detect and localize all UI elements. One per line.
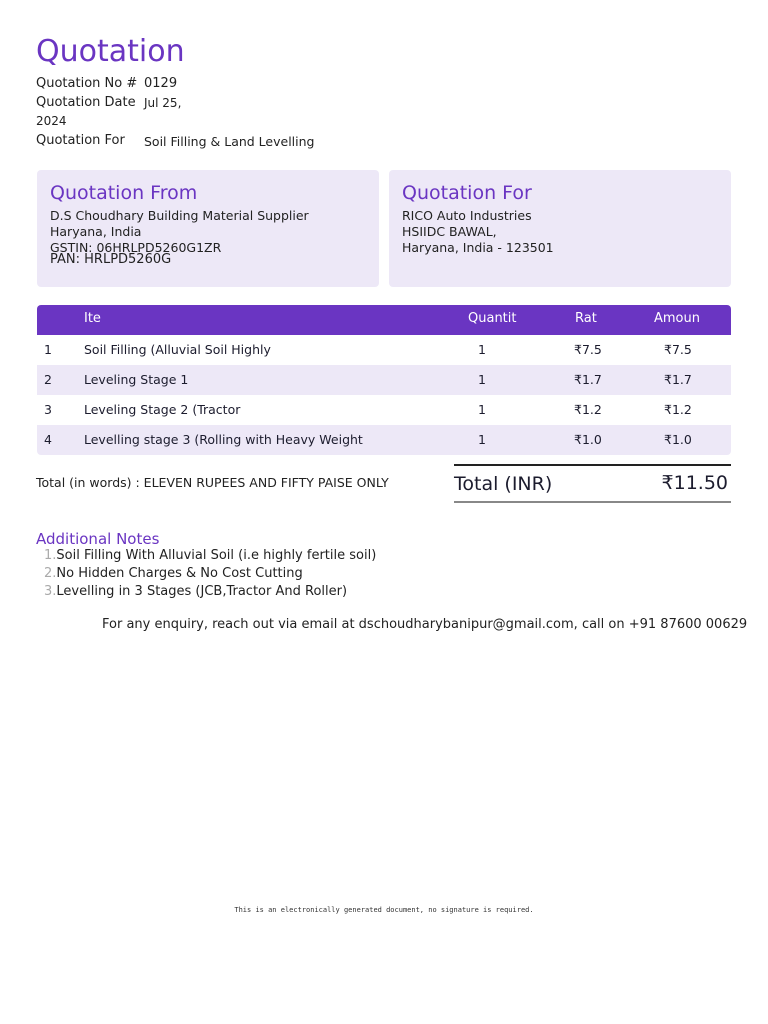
quotation-date <box>36 95 182 110</box>
quotation-for-label: Quotation For <box>36 133 125 148</box>
row-quantity: 1 <box>478 432 486 447</box>
row-rate: ₹7.5 <box>574 342 602 357</box>
row-item: Leveling Stage 1 <box>84 372 189 387</box>
row-amount: ₹1.7 <box>664 372 692 387</box>
page-title: Quotation <box>36 34 185 69</box>
row-amount: ₹1.0 <box>664 432 692 447</box>
quotation-year: 2024 <box>36 114 67 128</box>
items-table <box>37 305 731 455</box>
quotation-for <box>36 133 315 149</box>
table-header <box>37 305 731 335</box>
quotation-no <box>36 76 178 91</box>
from-name: D.S Choudhary Building Material Supplier <box>50 208 309 223</box>
quotation-from-card <box>37 170 379 287</box>
row-index: 4 <box>44 432 52 447</box>
row-quantity: 1 <box>478 342 486 357</box>
note-text: No Hidden Charges & No Cost Cutting <box>56 566 303 581</box>
row-item: Levelling stage 3 (Rolling with Heavy Weight <box>84 432 363 447</box>
row-index: 2 <box>44 372 52 387</box>
note-item <box>44 548 376 566</box>
total-label: Total (INR) <box>454 473 553 495</box>
row-index: 1 <box>44 342 52 357</box>
from-gstin: GSTIN: 06HRLPD5260G1ZR <box>50 240 222 255</box>
to-name: RICO Auto Industries <box>402 208 532 223</box>
note-text: Levelling in 3 Stages (JCB,Tractor And Roller) <box>56 584 348 599</box>
quotation-no-label: Quotation No # <box>36 76 138 91</box>
notes-list <box>44 548 376 602</box>
row-item: Soil Filling (Alluvial Soil Highly <box>84 342 271 357</box>
note-item <box>44 584 376 602</box>
row-amount: ₹1.2 <box>664 402 692 417</box>
quotation-for-heading: Quotation For <box>402 182 532 204</box>
note-number: 3. <box>44 584 57 599</box>
note-number: 1. <box>44 548 57 563</box>
to-line2: HSIIDC BAWAL, <box>402 224 497 239</box>
from-pan: PAN: HRLPD5260G <box>50 252 172 267</box>
total-amount: ₹11.50 <box>661 472 728 494</box>
row-amount: ₹7.5 <box>664 342 692 357</box>
row-rate: ₹1.0 <box>574 432 602 447</box>
enquiry-text: For any enquiry, reach out via email at dschoudharybanipur@gmail.com, call on +91 87600 00629 <box>102 617 748 632</box>
header-item: Ite <box>84 311 101 326</box>
header-rate: Rat <box>575 311 597 326</box>
row-quantity: 1 <box>478 402 486 417</box>
notes-heading: Additional Notes <box>36 530 160 548</box>
quotation-no-value: 0129 <box>144 76 178 91</box>
row-rate: ₹1.7 <box>574 372 602 387</box>
row-index: 3 <box>44 402 52 417</box>
footer-disclaimer: This is an electronically generated document, no signature is required. <box>234 906 534 914</box>
quotation-date-value: Jul 25, <box>144 96 182 110</box>
note-number: 2. <box>44 566 57 581</box>
quotation-date-label: Quotation Date <box>36 95 136 110</box>
quotation-for-value: Soil Filling & Land Levelling <box>144 134 315 149</box>
to-line3: Haryana, India - 123501 <box>402 240 554 255</box>
quotation-from-heading: Quotation From <box>50 182 198 204</box>
note-text: Soil Filling With Alluvial Soil (i.e highly fertile soil) <box>56 548 377 563</box>
table-row <box>37 335 731 365</box>
total-in-words: Total (in words) : ELEVEN RUPEES AND FIFTY PAISE ONLY <box>36 475 389 490</box>
row-rate: ₹1.2 <box>574 402 602 417</box>
row-quantity: 1 <box>478 372 486 387</box>
total-box <box>454 464 731 503</box>
from-location: Haryana, India <box>50 224 142 239</box>
row-item: Leveling Stage 2 (Tractor <box>84 402 241 417</box>
table-row <box>37 365 731 395</box>
table-row <box>37 395 731 425</box>
quotation-for-card <box>389 170 731 287</box>
table-row <box>37 425 731 455</box>
header-amount: Amoun <box>654 311 700 326</box>
note-item <box>44 566 376 584</box>
header-quantity: Quantit <box>468 311 517 326</box>
